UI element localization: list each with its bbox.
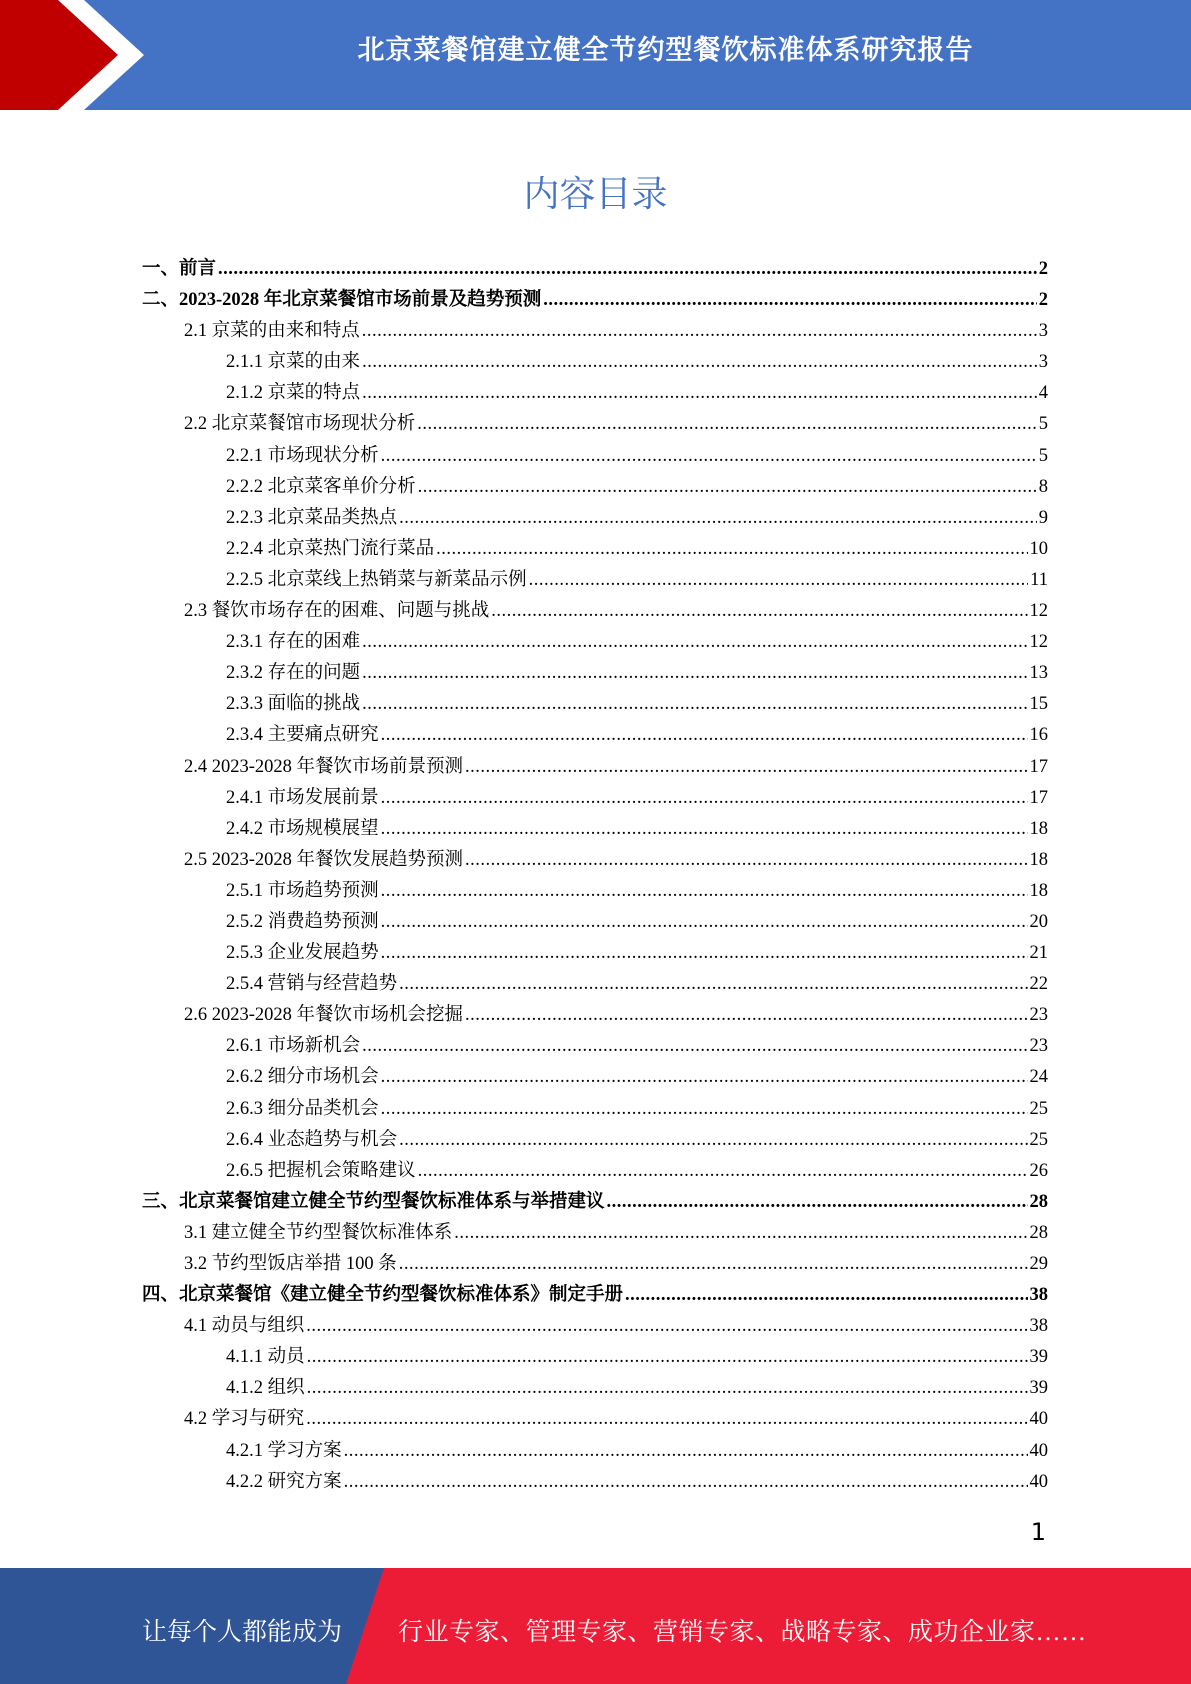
toc-entry[interactable] bbox=[142, 907, 1048, 938]
toc-leader-dots bbox=[381, 876, 1028, 907]
toc-entry[interactable] bbox=[142, 1280, 1048, 1311]
toc-leader-dots bbox=[381, 441, 1037, 472]
toc-entry-page: 25 bbox=[1029, 1129, 1048, 1150]
toc-leader-dots bbox=[307, 1342, 1028, 1373]
toc-entry-page: 15 bbox=[1029, 694, 1048, 715]
toc-leader-dots bbox=[344, 1467, 1028, 1498]
toc-entry-label: 2.2.4 北京菜热门流行菜品 bbox=[226, 538, 435, 559]
toc-entry-label: 2.6.3 细分品类机会 bbox=[226, 1098, 379, 1119]
toc-entry[interactable] bbox=[142, 472, 1048, 503]
toc-entry-label: 2.2.3 北京菜品类热点 bbox=[226, 507, 398, 528]
toc-entry[interactable] bbox=[142, 814, 1048, 845]
toc-entry-label: 二、2023-2028 年北京菜餐馆市场前景及趋势预测 bbox=[142, 290, 542, 311]
toc-leader-dots bbox=[381, 907, 1028, 938]
toc-entry[interactable] bbox=[142, 441, 1048, 472]
toc-entry[interactable] bbox=[142, 720, 1048, 751]
toc-entry-label: 2.4.1 市场发展前景 bbox=[226, 787, 379, 808]
toc-leader-dots bbox=[306, 1311, 1027, 1342]
toc-entry-page: 10 bbox=[1029, 538, 1048, 559]
toc-leader-dots bbox=[399, 503, 1037, 534]
toc-leader-dots bbox=[465, 845, 1027, 876]
toc-entry-label: 三、北京菜餐馆建立健全节约型餐饮标准体系与举措建议 bbox=[142, 1191, 605, 1212]
toc-entry-label: 2.1.1 京菜的由来 bbox=[226, 352, 361, 373]
toc-entry-page: 28 bbox=[1029, 1222, 1048, 1243]
toc-leader-dots bbox=[344, 1436, 1028, 1467]
toc-entry[interactable] bbox=[142, 1094, 1048, 1125]
toc-leader-dots bbox=[362, 378, 1037, 409]
toc-entry-label: 4.2.2 研究方案 bbox=[226, 1471, 342, 1492]
table-of-contents bbox=[142, 254, 1048, 1498]
toc-leader-dots bbox=[399, 1125, 1027, 1156]
toc-leader-dots bbox=[381, 720, 1028, 751]
toc-entry-label: 2.6.5 把握机会策略建议 bbox=[226, 1160, 416, 1181]
toc-entry[interactable] bbox=[142, 1311, 1048, 1342]
toc-leader-dots bbox=[362, 627, 1027, 658]
toc-entry-page: 3 bbox=[1038, 321, 1048, 342]
toc-entry[interactable] bbox=[142, 876, 1048, 907]
report-title: 北京菜餐馆建立健全节约型餐饮标准体系研究报告 bbox=[357, 35, 974, 66]
toc-entry[interactable] bbox=[142, 409, 1048, 440]
toc-entry[interactable] bbox=[142, 1249, 1048, 1280]
toc-entry-label: 2.2.1 市场现状分析 bbox=[226, 445, 379, 466]
toc-entry-label: 2.5.3 企业发展趋势 bbox=[226, 943, 379, 964]
toc-entry-label: 一、前言 bbox=[142, 259, 217, 279]
toc-entry-label: 2.1 京菜的由来和特点 bbox=[184, 321, 360, 342]
toc-entry-label: 2.2 北京菜餐馆市场现状分析 bbox=[184, 414, 416, 435]
toc-leader-dots bbox=[362, 658, 1027, 689]
toc-entry[interactable] bbox=[142, 503, 1048, 534]
toc-entry[interactable] bbox=[142, 845, 1048, 876]
toc-entry[interactable] bbox=[142, 752, 1048, 783]
toc-entry-label: 2.4 2023-2028 年餐饮市场前景预测 bbox=[184, 756, 464, 777]
toc-entry[interactable] bbox=[142, 534, 1048, 565]
footer-slogan-left: 让每个人都能成为 bbox=[142, 1619, 343, 1646]
toc-entry-label: 2.3.3 面临的挑战 bbox=[226, 694, 361, 715]
toc-entry-page: 17 bbox=[1029, 787, 1048, 808]
toc-leader-dots bbox=[306, 1404, 1027, 1435]
toc-leader-dots bbox=[362, 316, 1037, 347]
toc-leader-dots bbox=[543, 285, 1036, 316]
toc-entry-label: 4.1 动员与组织 bbox=[184, 1316, 305, 1337]
toc-entry-page: 18 bbox=[1029, 849, 1048, 870]
toc-entry[interactable] bbox=[142, 783, 1048, 814]
toc-entry-page: 12 bbox=[1029, 632, 1048, 653]
toc-leader-dots bbox=[625, 1280, 1027, 1311]
toc-entry-label: 2.3.1 存在的困难 bbox=[226, 632, 361, 653]
toc-entry[interactable] bbox=[142, 1031, 1048, 1062]
toc-entry-page: 8 bbox=[1038, 476, 1048, 497]
toc-leader-dots bbox=[399, 969, 1027, 1000]
toc-leader-dots bbox=[381, 783, 1028, 814]
toc-leader-dots bbox=[436, 534, 1027, 565]
toc-entry-label: 2.6.4 业态趋势与机会 bbox=[226, 1129, 398, 1150]
toc-leader-dots bbox=[381, 814, 1028, 845]
toc-entry-label: 3.2 节约型饭店举措 100 条 bbox=[184, 1254, 397, 1274]
toc-entry-page: 29 bbox=[1029, 1254, 1048, 1274]
toc-entry[interactable] bbox=[142, 1218, 1048, 1249]
toc-entry-page: 22 bbox=[1029, 974, 1048, 995]
toc-entry[interactable] bbox=[142, 689, 1048, 720]
toc-entry[interactable] bbox=[142, 1000, 1048, 1031]
toc-entry[interactable] bbox=[142, 565, 1048, 596]
toc-entry-page: 13 bbox=[1029, 663, 1048, 684]
toc-leader-dots bbox=[454, 1218, 1027, 1249]
toc-leader-dots bbox=[362, 347, 1037, 378]
toc-entry[interactable] bbox=[142, 938, 1048, 969]
toc-entry-page: 4 bbox=[1038, 383, 1048, 404]
toc-entry-page: 23 bbox=[1029, 1036, 1048, 1057]
toc-entry-label: 2.1.2 京菜的特点 bbox=[226, 383, 361, 404]
toc-entry-page: 18 bbox=[1029, 818, 1048, 839]
toc-entry-label: 2.6 2023-2028 年餐饮市场机会挖掘 bbox=[184, 1005, 464, 1026]
toc-entry-label: 2.4.2 市场规模展望 bbox=[226, 818, 379, 839]
footer-banner bbox=[0, 1568, 1191, 1684]
toc-entry-page: 21 bbox=[1029, 943, 1048, 964]
toc-entry[interactable] bbox=[142, 1404, 1048, 1435]
toc-entry-page: 25 bbox=[1029, 1098, 1048, 1119]
toc-entry-label: 2.5 2023-2028 年餐饮发展趋势预测 bbox=[184, 849, 464, 870]
toc-heading: 内容目录 bbox=[523, 174, 668, 215]
header-arrow-graphic bbox=[0, 0, 160, 110]
toc-leader-dots bbox=[381, 1094, 1028, 1125]
toc-entry[interactable] bbox=[142, 1187, 1048, 1218]
toc-leader-dots bbox=[417, 409, 1036, 440]
toc-leader-dots bbox=[381, 1062, 1028, 1093]
toc-entry-label: 四、北京菜餐馆《建立健全节约型餐饮标准体系》制定手册 bbox=[142, 1285, 624, 1306]
toc-entry-page: 38 bbox=[1029, 1285, 1048, 1306]
toc-entry[interactable] bbox=[142, 1436, 1048, 1467]
toc-leader-dots bbox=[465, 1000, 1027, 1031]
toc-entry-label: 4.1.1 动员 bbox=[226, 1347, 305, 1368]
toc-entry[interactable] bbox=[142, 285, 1048, 316]
toc-entry-label: 4.2.1 学习方案 bbox=[226, 1440, 342, 1461]
toc-entry-page: 12 bbox=[1029, 601, 1048, 622]
toc-entry[interactable] bbox=[142, 1467, 1048, 1498]
toc-entry-page: 23 bbox=[1029, 1005, 1048, 1026]
toc-leader-dots bbox=[218, 254, 1037, 285]
toc-entry-page: 9 bbox=[1038, 507, 1048, 528]
toc-entry[interactable] bbox=[142, 1342, 1048, 1373]
toc-entry[interactable] bbox=[142, 1373, 1048, 1404]
toc-entry[interactable] bbox=[142, 254, 1048, 285]
toc-entry-page: 18 bbox=[1029, 880, 1048, 901]
toc-entry-page: 16 bbox=[1029, 725, 1048, 746]
toc-entry-page: 17 bbox=[1029, 756, 1048, 777]
toc-entry-label: 2.2.5 北京菜线上热销菜与新菜品示例 bbox=[226, 569, 527, 590]
toc-entry-page: 28 bbox=[1029, 1191, 1048, 1212]
toc-entry-page: 40 bbox=[1029, 1440, 1048, 1461]
toc-entry-label: 2.5.1 市场趋势预测 bbox=[226, 880, 379, 901]
toc-entry-label: 3.1 建立健全节约型餐饮标准体系 bbox=[184, 1222, 453, 1243]
toc-entry[interactable] bbox=[142, 316, 1048, 347]
toc-leader-dots bbox=[307, 1373, 1028, 1404]
toc-leader-dots bbox=[418, 1156, 1028, 1187]
toc-entry-page: 3 bbox=[1038, 352, 1048, 373]
page-number: 1 bbox=[1030, 1518, 1046, 1546]
toc-entry-page: 20 bbox=[1029, 911, 1048, 932]
toc-entry-page: 5 bbox=[1038, 445, 1048, 466]
toc-leader-dots bbox=[362, 1031, 1027, 1062]
toc-entry-page: 38 bbox=[1029, 1316, 1048, 1337]
toc-entry-page: 39 bbox=[1029, 1347, 1048, 1368]
toc-entry-page: 40 bbox=[1029, 1409, 1048, 1430]
toc-leader-dots bbox=[465, 752, 1027, 783]
toc-entry-label: 2.3 餐饮市场存在的困难、问题与挑战 bbox=[184, 601, 490, 622]
toc-entry[interactable] bbox=[142, 347, 1048, 378]
toc-entry[interactable] bbox=[142, 627, 1048, 658]
header-banner bbox=[0, 0, 1191, 110]
toc-entry-label: 4.2 学习与研究 bbox=[184, 1409, 305, 1430]
toc-entry[interactable] bbox=[142, 1062, 1048, 1093]
toc-leader-dots bbox=[491, 596, 1027, 627]
toc-entry-page: 40 bbox=[1029, 1471, 1048, 1492]
toc-entry-page: 5 bbox=[1038, 414, 1048, 435]
footer-slogan-right: 行业专家、管理专家、营销专家、战略专家、成功企业家…… bbox=[398, 1619, 1087, 1646]
toc-entry-label: 2.5.2 消费趋势预测 bbox=[226, 911, 379, 932]
toc-entry-label: 2.3.2 存在的问题 bbox=[226, 663, 361, 684]
toc-leader-dots bbox=[362, 689, 1027, 720]
toc-entry-label: 2.5.4 营销与经营趋势 bbox=[226, 974, 398, 995]
toc-entry-page: 11 bbox=[1030, 569, 1048, 590]
toc-entry[interactable] bbox=[142, 658, 1048, 689]
toc-entry-label: 2.3.4 主要痛点研究 bbox=[226, 725, 379, 746]
toc-entry[interactable] bbox=[142, 1125, 1048, 1156]
toc-leader-dots bbox=[529, 565, 1029, 596]
toc-leader-dots bbox=[418, 472, 1037, 503]
toc-entry-page: 2 bbox=[1038, 290, 1048, 311]
toc-leader-dots bbox=[607, 1187, 1028, 1218]
toc-entry-page: 2 bbox=[1038, 259, 1048, 279]
toc-entry-page: 24 bbox=[1029, 1067, 1048, 1088]
toc-leader-dots bbox=[399, 1249, 1028, 1280]
toc-entry-label: 2.2.2 北京菜客单价分析 bbox=[226, 476, 416, 497]
toc-entry-page: 26 bbox=[1029, 1160, 1048, 1181]
toc-entry[interactable] bbox=[142, 1156, 1048, 1187]
toc-entry[interactable] bbox=[142, 596, 1048, 627]
toc-entry-page: 39 bbox=[1029, 1378, 1048, 1399]
toc-entry-label: 2.6.2 细分市场机会 bbox=[226, 1067, 379, 1088]
toc-entry-label: 4.1.2 组织 bbox=[226, 1378, 305, 1399]
toc-entry[interactable] bbox=[142, 378, 1048, 409]
toc-entry[interactable] bbox=[142, 969, 1048, 1000]
toc-leader-dots bbox=[381, 938, 1028, 969]
toc-entry-label: 2.6.1 市场新机会 bbox=[226, 1036, 361, 1057]
